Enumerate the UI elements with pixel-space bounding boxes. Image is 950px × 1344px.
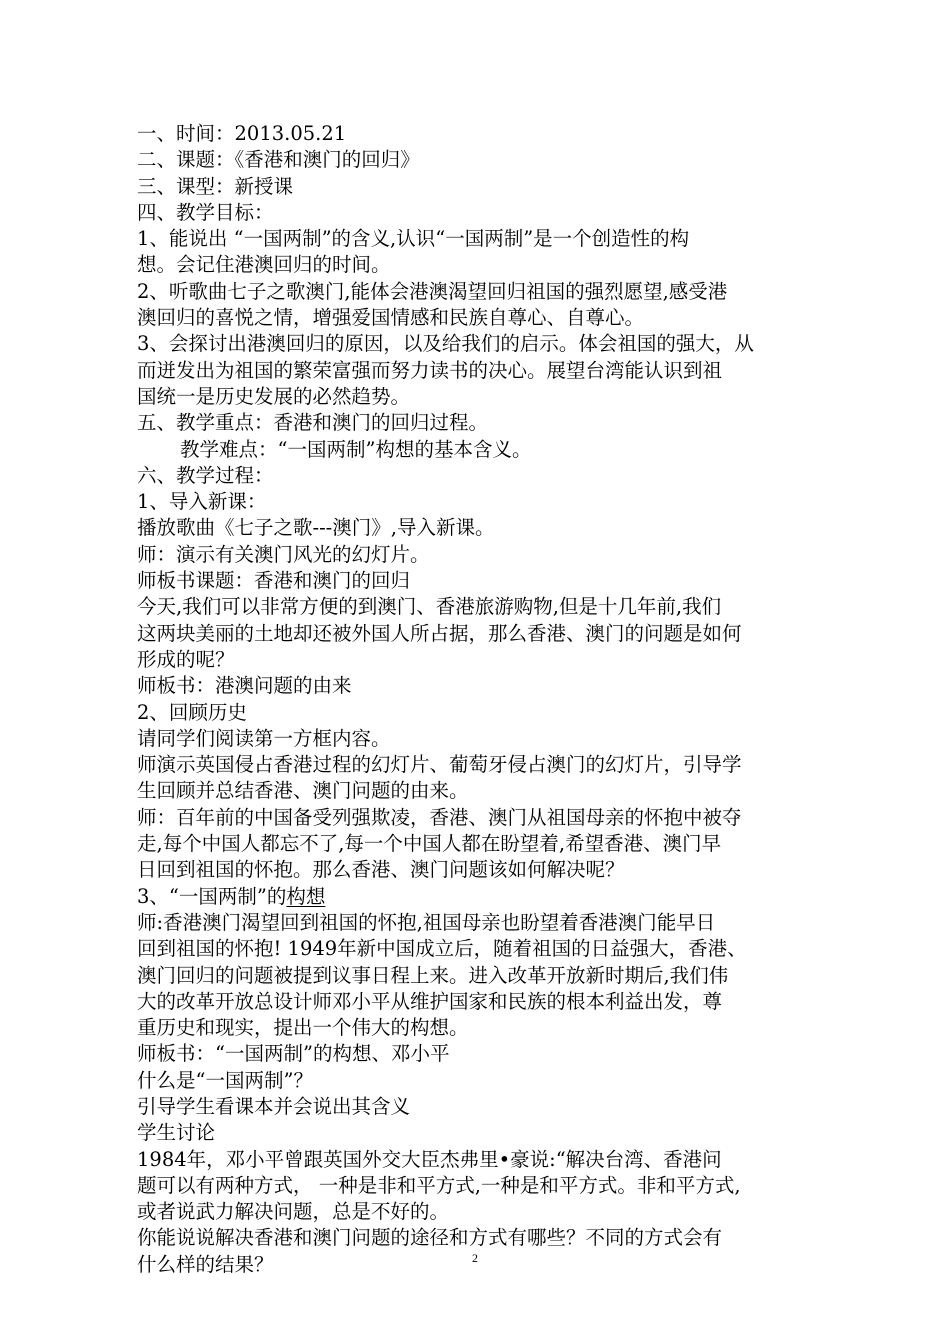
text-line: 回到祖国的怀抱! 1949年新中国成立后，随着祖国的日益强大，香港、 bbox=[137, 937, 747, 961]
page-number: 2 bbox=[472, 1251, 478, 1265]
text-line: 今天,我们可以非常方便的到澳门、香港旅游购物,但是十几年前,我们 bbox=[137, 595, 722, 619]
text-line: 五、教学重点：香港和澳门的回归过程。 bbox=[137, 411, 489, 435]
text-line: 重历史和现实，提出一个伟大的构想。 bbox=[137, 1016, 469, 1040]
text-line: 题可以有两种方式， 一种是非和平方式,一种是和平方式。非和平方式, bbox=[137, 1173, 741, 1197]
text-line: 大的改革开放总设计师邓小平从维护国家和民族的根本利益出发，尊 bbox=[137, 989, 723, 1013]
text-line: 2、听歌曲七子之歌澳门,能体会港澳渴望回归祖国的强烈愿望,感受港 bbox=[137, 279, 728, 303]
text-line: 想。会记住港澳回归的时间。 bbox=[137, 253, 391, 277]
text-line: 1、能说出 “一国两制”的含义,认识“一国两制”是一个创造性的构 bbox=[137, 227, 690, 251]
text-line: 什么是“一国两制”？ bbox=[137, 1068, 313, 1092]
text-line: 师：百年前的中国备受列强欺凌，香港、澳门从祖国母亲的怀抱中被夺 bbox=[137, 805, 742, 829]
text-line: 3、会探讨出港澳回归的原因，以及给我们的启示。体会祖国的强大，从 bbox=[137, 332, 754, 356]
text-line: 师演示英国侵占香港过程的幻灯片、葡萄牙侵占澳门的幻灯片，引导学 bbox=[137, 753, 742, 777]
text-line: 引导学生看课本并会说出其含义 bbox=[137, 1094, 411, 1118]
text-line: 四、教学目标： bbox=[137, 200, 274, 224]
text-line: 1、导入新课： bbox=[137, 490, 267, 514]
text-line: 1984年，邓小平曾跟英国外交大臣杰弗里•豪说:“解决台湾、香港问 bbox=[137, 1147, 722, 1171]
text-line: 走,每个中国人都忘不了,每一个中国人都在盼望着,希望香港、澳门早 bbox=[137, 832, 722, 856]
text-line: 而迸发出为祖国的繁荣富强而努力读书的决心。展望台湾能认识到祖 bbox=[137, 358, 723, 382]
text-line: 师：演示有关澳门风光的幻灯片。 bbox=[137, 542, 430, 566]
text-line: 教学难点：“一国两制”构想的基本含义。 bbox=[180, 437, 532, 461]
text-line: 生回顾并总结香港、澳门问题的由来。 bbox=[137, 779, 469, 803]
text-line: 澳回归的喜悦之情，增强爱国情感和民族自尊心、自尊心。 bbox=[137, 306, 645, 330]
text-line: 师板书：港澳问题的由来 bbox=[137, 674, 352, 698]
text-line: 一、时间：2013.05.21 bbox=[137, 122, 347, 145]
text-line: 请同学们阅读第一方框内容。 bbox=[137, 726, 391, 750]
text-line: 你能说说解决香港和澳门问题的途径和方式有哪些？不同的方式会有 bbox=[137, 1226, 723, 1250]
text-line: 2、回顾历史 bbox=[137, 700, 247, 724]
text-line: 师:香港澳门渴望回到祖国的怀抱,祖国母亲也盼望着香港澳门能早日 bbox=[137, 910, 716, 934]
text-line: 日回到祖国的怀抱。那么香港、澳门问题该如何解决呢？ bbox=[137, 858, 625, 882]
text-line: 或者说武力解决问题，总是不好的。 bbox=[137, 1200, 450, 1224]
text-line: 什么样的结果？ bbox=[137, 1252, 274, 1276]
text-line: 二、课题：《香港和澳门的回归》 bbox=[137, 148, 420, 172]
text-line: 播放歌曲《七子之歌---澳门》,导入新课。 bbox=[137, 516, 495, 540]
text-line: 形成的呢？ bbox=[137, 647, 235, 671]
text-line: 国统一是历史发展的必然趋势。 bbox=[137, 384, 411, 408]
text-line: 六、教学过程： bbox=[137, 463, 274, 487]
text-line: 师板书：“一国两制”的构想、邓小平 bbox=[137, 1042, 450, 1066]
text-line: 这两块美丽的土地却还被外国人所占据，那么香港、澳门的问题是如何 bbox=[137, 621, 742, 645]
document-body bbox=[137, 121, 827, 1278]
text-line bbox=[137, 884, 827, 910]
section-heading-text: 3、“一国两制”的 bbox=[137, 884, 287, 908]
text-line: 学生讨论 bbox=[137, 1121, 216, 1145]
text-line: 师板书课题：香港和澳门的回归 bbox=[137, 569, 411, 593]
text-line: 澳门回归的问题被提到议事日程上来。进入改革开放新时期后,我们伟 bbox=[137, 963, 729, 987]
text-line: 三、课型：新授课 bbox=[137, 174, 294, 198]
underlined-text: 构想 bbox=[286, 884, 326, 908]
